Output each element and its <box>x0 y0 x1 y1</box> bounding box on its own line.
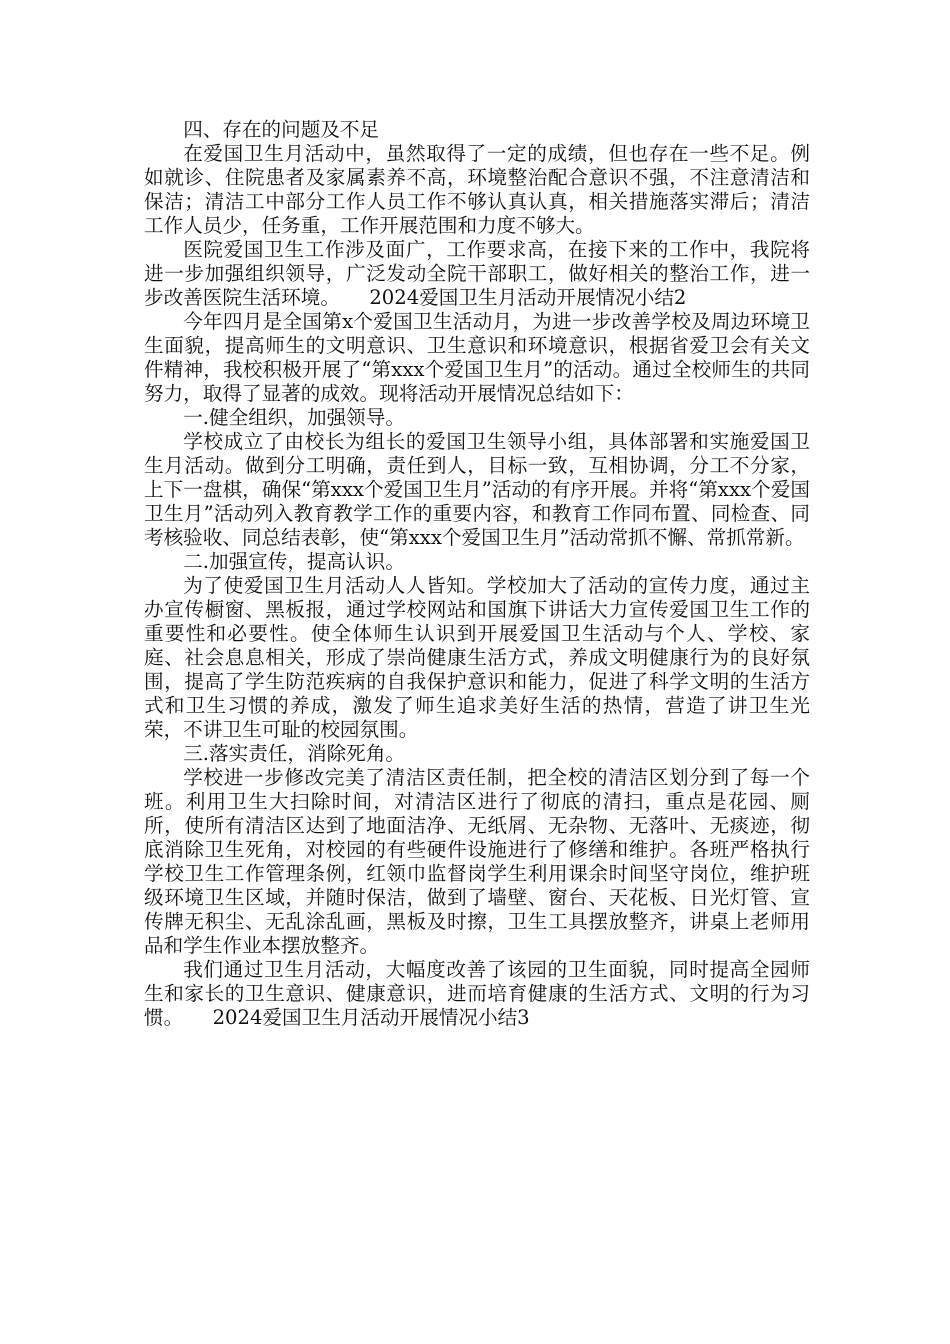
paragraph-conclusion: 我们通过卫生月活动，大幅度改善了该园的卫生面貌，同时提高全园师生和家长的卫生意识、健康意识，进而培育健康的生活方式、文明的行为习惯。 2024爱国卫生月活动开展情况小结3 <box>144 958 810 1029</box>
paragraph-hospital-plan: 医院爱国卫生工作涉及面广，工作要求高，在接下来的工作中，我院将进一步加强组织领导，广泛发动全院干部职工，做好相关的整治工作，进一步改善医院生活环境。 2024爱国卫生月活动开展情况小结2 <box>144 238 810 309</box>
document-page <box>144 118 810 1030</box>
paragraph-publicity: 为了使爱国卫生月活动人人皆知。学校加大了活动的宣传力度，通过主办宣传橱窗、黑板报，通过学校网站和国旗下讲话大力宣传爱国卫生工作的重要性和必要性。使全体师生认识到开展爱国卫生活动与个人、学校、家庭、社会息息相关，形成了崇尚健康生活方式，养成文明健康行为的良好氛围，提高了学生防范疾病的自我保护意识和能力，促进了科学文明的生活方式和卫生习惯的养成，激发了师生追求美好生活的热情，营造了讲卫生光荣，不讲卫生可耻的校园氛围。 <box>144 574 810 741</box>
paragraph-school-intro: 今年四月是全国第x个爱国卫生活动月，为进一步改善学校及周边环境卫生面貌，提高师生的文明意识、卫生意识和环境意识，根据省爱卫会有关文件精神，我校积极开展了“第xxx个爱国卫生月”的活动。通过全校师生的共同努力，取得了显著的成效。现将活动开展情况总结如下： <box>144 310 810 405</box>
paragraph-responsibility: 学校进一步修改完美了清洁区责任制，把全校的清洁区划分到了每一个班。利用卫生大扫除时间，对清洁区进行了彻底的清扫，重点是花园、厕所，使所有清洁区达到了地面洁净、无纸屑、无杂物、无落叶、无痰迹，彻底消除卫生死角，对校园的有些硬件设施进行了修缮和维护。各班严格执行学校卫生工作管理条例，红领巾监督岗学生利用课余时间坚守岗位，维护班级环境卫生区域，并随时保洁，做到了墙壁、窗台、天花板、日光灯管、宣传牌无积尘、无乱涂乱画，黑板及时擦，卫生工具摆放整齐，讲桌上老师用品和学生作业本摆放整齐。 <box>144 766 810 957</box>
section-heading-responsibility: 三.落实责任，消除死角。 <box>183 742 405 765</box>
paragraph-organization: 学校成立了由校长为组长的爱国卫生领导小组，具体部署和实施爱国卫生月活动。做到分工明确，责任到人，目标一致，互相协调，分工不分家，上下一盘棋，确保“第xxx个爱国卫生月”活动的有序开展。并将“第xxx个爱国卫生月”活动列入教育教学工作的重要内容，和教育工作同布置、同检查、同考核验收、同总结表彰，使“第xxx个爱国卫生月”活动常抓不懈、常抓常新。 <box>144 430 810 549</box>
section-heading-publicity: 二.加强宣传，提高认识。 <box>183 550 405 573</box>
section-heading-organization: 一.健全组织，加强领导。 <box>183 406 405 429</box>
section-heading-problems: 四、存在的问题及不足 <box>183 118 380 141</box>
paragraph-problems: 在爱国卫生月活动中，虽然取得了一定的成绩，但也存在一些不足。例如就诊、住院患者及家属素养不高，环境整治配合意识不强，不注意清洁和保洁；清洁工中部分工作人员工作不够认真认真，相关措施落实滞后；清洁工作人员少，任务重，工作开展范围和力度不够大。 <box>144 142 810 237</box>
